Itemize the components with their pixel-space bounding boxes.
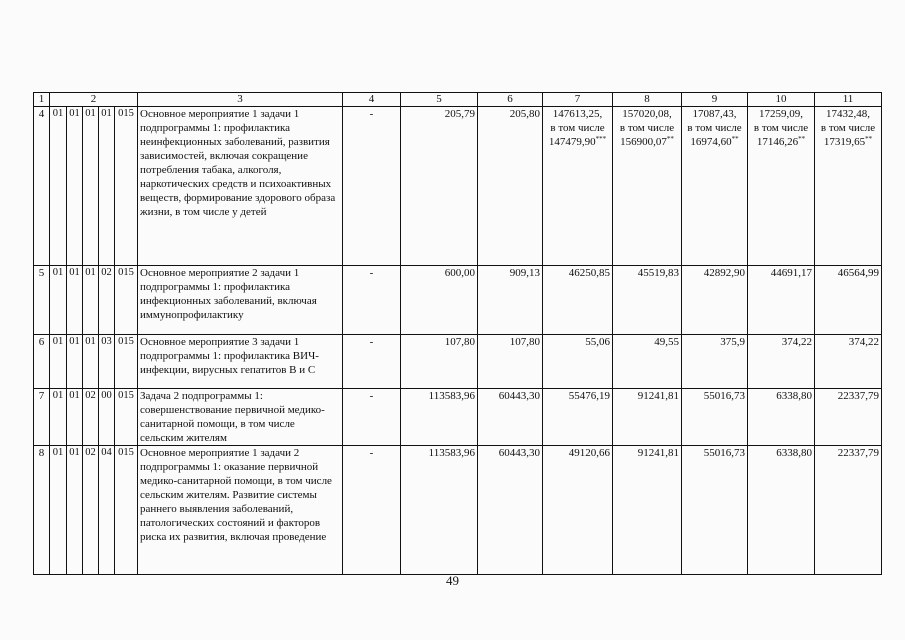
code-cell: 01 [67,107,83,266]
row-number: 7 [34,389,50,446]
code-cell: 01 [67,266,83,335]
value-text: в том числе [753,122,809,134]
col6-cell: 909,13 [478,266,543,335]
col9-cell: 55016,73 [682,389,748,446]
header-cell: 10 [748,93,815,107]
col7-cell [543,107,613,266]
value-text: 17146,26 [756,136,799,148]
code-cell: 01 [50,107,67,266]
header-cell: 11 [815,93,882,107]
table-row [34,107,882,266]
footnote-marker: ** [798,135,806,143]
code-cell: 04 [99,446,115,575]
code-cell: 015 [115,446,138,575]
header-cell: 5 [401,93,478,107]
col4-cell: - [343,107,401,266]
code-cell: 03 [99,335,115,389]
value-line [750,135,812,149]
value-line [684,107,745,121]
col10-cell [748,107,815,266]
value-line [750,121,812,135]
header-cell: 4 [343,93,401,107]
col5-cell: 600,00 [401,266,478,335]
col6-cell: 60443,30 [478,389,543,446]
code-cell: 015 [115,266,138,335]
col10-cell: 6338,80 [748,389,815,446]
col4-cell: - [343,335,401,389]
col5-cell: 113583,96 [401,446,478,575]
code-cell: 02 [83,389,99,446]
header-cell: 7 [543,93,613,107]
footnote-marker: ** [666,135,674,143]
value-line [750,107,812,121]
col5-cell: 113583,96 [401,389,478,446]
table-row [34,335,882,389]
col7-cell: 46250,85 [543,266,613,335]
col5-cell: 107,80 [401,335,478,389]
code-cell: 02 [83,446,99,575]
col4-cell: - [343,389,401,446]
value-text: 17319,65 [823,136,866,148]
code-cell: 01 [83,335,99,389]
value-line [545,107,610,121]
col6-cell: 60443,30 [478,446,543,575]
col9-cell: 55016,73 [682,446,748,575]
value-text: в том числе [820,122,876,134]
value-line [817,121,879,135]
value-line [615,135,679,149]
col11-cell: 374,22 [815,335,882,389]
header-cell: 6 [478,93,543,107]
col9-cell: 375,9 [682,335,748,389]
col10-cell: 6338,80 [748,446,815,575]
col9-cell: 42892,90 [682,266,748,335]
col11-cell: 22337,79 [815,446,882,575]
value-line [615,107,679,121]
value-text: в том числе [687,122,742,134]
code-cell: 01 [50,389,67,446]
code-cell: 01 [67,446,83,575]
row-number: 8 [34,446,50,575]
col9-cell [682,107,748,266]
value-text: 157020,08, [622,108,672,120]
code-cell: 015 [115,107,138,266]
col5-cell: 205,79 [401,107,478,266]
table-row [34,266,882,335]
value-text: 17259,09, [759,108,804,120]
value-line [817,135,879,149]
header-cell: 3 [138,93,343,107]
code-cell: 01 [67,335,83,389]
code-cell: 015 [115,335,138,389]
table-row [34,389,882,446]
value-text: 147479,90 [548,136,596,148]
value-line [817,107,879,121]
value-line [684,121,745,135]
col10-cell: 374,22 [748,335,815,389]
col7-cell: 55,06 [543,335,613,389]
code-cell: 01 [67,389,83,446]
code-cell: 015 [115,389,138,446]
col4-cell: - [343,266,401,335]
value-text: 17087,43, [692,108,737,120]
header-cell: 9 [682,93,748,107]
description-cell: Основное мероприятие 3 задачи 1 подпрограммы 1: профилактика ВИЧ-инфекции, вирусных гепатитов В и С [138,335,343,389]
program-table [33,92,882,575]
header-cell: 8 [613,93,682,107]
code-cell: 01 [99,107,115,266]
code-cell: 01 [50,335,67,389]
row-number: 6 [34,335,50,389]
value-text: 147613,25, [552,108,603,120]
col10-cell: 44691,17 [748,266,815,335]
code-cell: 01 [83,107,99,266]
footnote-marker: ** [865,135,873,143]
col6-cell: 205,80 [478,107,543,266]
table-row [34,446,882,575]
value-text: в том числе [619,122,675,134]
header-row [34,93,882,107]
value-line [545,121,610,135]
row-number: 5 [34,266,50,335]
row-number: 4 [34,107,50,266]
description-cell: Основное мероприятие 1 задачи 1 подпрограммы 1: профилактика неинфекционных заболеваний, развития зависимостей, включая сокращение потребления табака, алкоголя, наркотических средств и психоактивных веществ, формирование здорового образа жизни, в том числе у детей [138,107,343,266]
page-number: 49 [446,573,459,588]
value-text: 16974,60 [690,136,732,148]
description-cell: Основное мероприятие 2 задачи 1 подпрограммы 1: профилактика инфекционных заболеваний, включая иммунопрофилактику [138,266,343,335]
col8-cell: 49,55 [613,335,682,389]
code-cell: 02 [99,266,115,335]
col8-cell: 91241,81 [613,389,682,446]
col8-cell: 45519,83 [613,266,682,335]
col7-cell: 49120,66 [543,446,613,575]
code-cell: 01 [50,266,67,335]
value-line [684,135,745,149]
value-text: 156900,07 [620,136,667,148]
value-line [615,121,679,135]
footnote-marker: ** [731,135,739,143]
col6-cell: 107,80 [478,335,543,389]
description-cell: Основное мероприятие 1 задачи 2 подпрограммы 1: оказание первичной медико-санитарной помощи, в том числе сельским жителям. Развитие системы раннего выявления заболеваний, патологических состояний и факторов риска их развития, включая проведение [138,446,343,575]
col7-cell: 55476,19 [543,389,613,446]
footnote-marker: *** [595,135,607,143]
col11-cell: 22337,79 [815,389,882,446]
col8-cell [613,107,682,266]
description-cell: Задача 2 подпрограммы 1: совершенствование первичной медико-санитарной помощи, в том числе сельским жителям [138,389,343,446]
col4-cell: - [343,446,401,575]
value-text: в том числе [550,122,605,134]
header-cell: 2 [50,93,138,107]
value-line [545,135,610,149]
code-cell: 00 [99,389,115,446]
col8-cell: 91241,81 [613,446,682,575]
code-cell: 01 [50,446,67,575]
col11-cell: 46564,99 [815,266,882,335]
col11-cell [815,107,882,266]
header-cell: 1 [34,93,50,107]
value-text: 17432,48, [826,108,871,120]
code-cell: 01 [83,266,99,335]
